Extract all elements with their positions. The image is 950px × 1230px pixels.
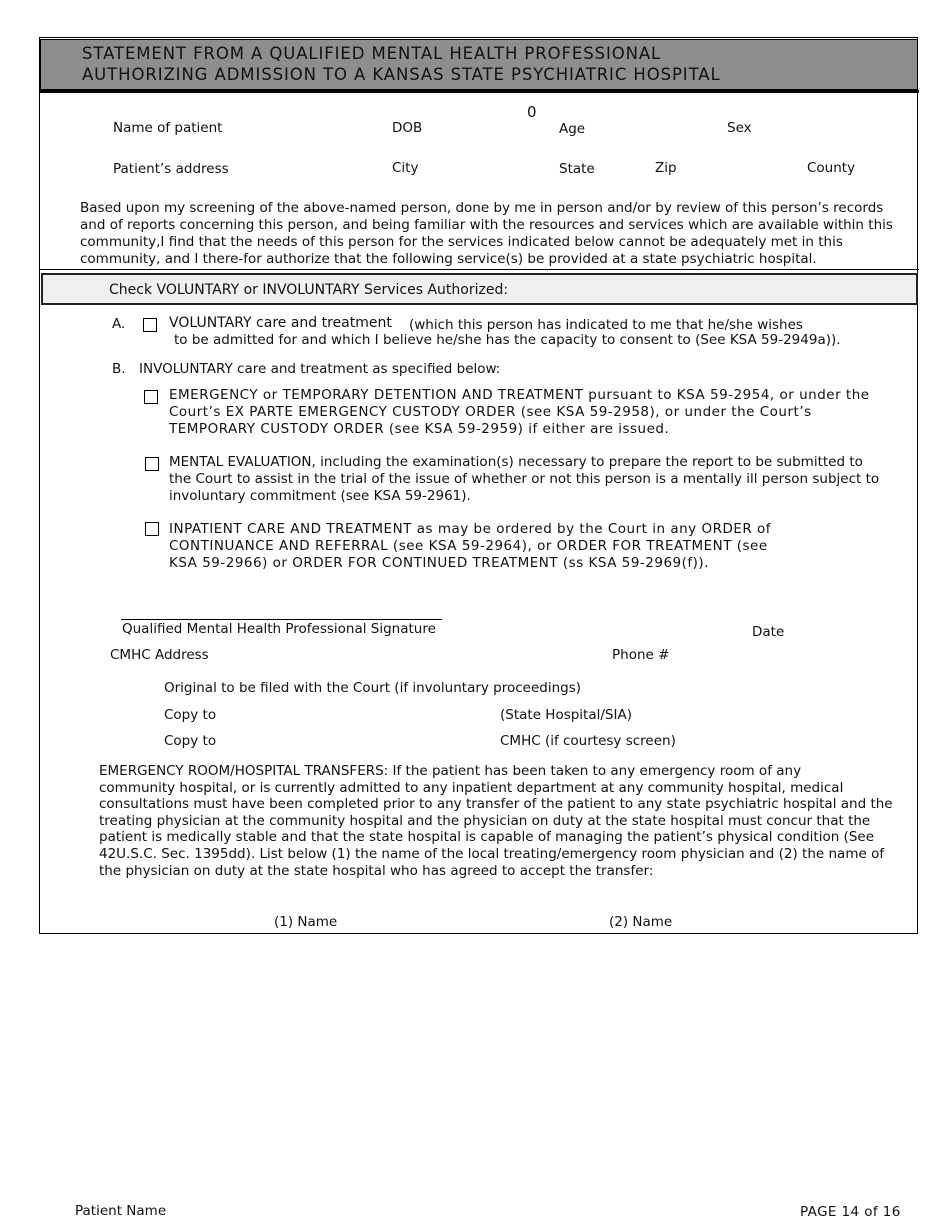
- copy-to-label: Copy to: [164, 707, 217, 723]
- cmhc-address-label: CMHC Address: [110, 647, 209, 663]
- city-label: City: [392, 160, 419, 176]
- option-line: involuntary commitment (see KSA 59-2961).: [169, 488, 471, 504]
- copy-to-cmhc: CMHC (if courtesy screen): [500, 733, 676, 749]
- transfers-line: 42U.S.C. Sec. 1395dd). List below (1) the name of the local treating/emergency room physician and (2) the name of: [99, 845, 885, 862]
- mental-evaluation-checkbox[interactable]: [145, 457, 159, 471]
- option-line: EMERGENCY or TEMPORARY DETENTION AND TREATMENT pursuant to KSA 59-2954, or under the: [169, 387, 870, 403]
- emergency-detention-checkbox[interactable]: [144, 390, 158, 404]
- copy-to-label: Copy to: [164, 733, 217, 749]
- date-label: Date: [752, 624, 785, 640]
- transfers-line: treating physician at the community hospital and the physician on duty at the state hospital must concur that the: [99, 812, 871, 829]
- section-divider: [40, 269, 919, 270]
- transfers-line: consultations must have been completed prior to any transfer of the patient to any state psychiatric hospital and the: [99, 796, 893, 813]
- transfers-statement: [99, 763, 893, 879]
- inpatient-care-text: [169, 521, 771, 572]
- accepting-physician-name-label: (2) Name: [609, 914, 673, 930]
- voluntary-label: VOLUNTARY care and treatment: [169, 315, 392, 331]
- patient-name-label: Name of patient: [113, 120, 223, 136]
- voluntary-checkbox[interactable]: [143, 318, 157, 332]
- header-divider: [40, 90, 919, 93]
- transfers-line: the physician on duty at the state hospital who has agreed to accept the transfer:: [99, 862, 654, 879]
- option-line: the Court to assist in the trial of the issue of whether or not this person is a mentally ill person subject to: [169, 471, 880, 487]
- option-line: MENTAL EVALUATION, including the examination(s) necessary to prepare the report to be submitted to: [169, 454, 863, 470]
- inpatient-care-checkbox[interactable]: [145, 522, 159, 536]
- form-title-line-1: STATEMENT FROM A QUALIFIED MENTAL HEALTH PROFESSIONAL: [82, 44, 662, 63]
- statement-line: Based upon my screening of the above-named person, done by me in person and/or by review of this person’s records: [80, 200, 884, 216]
- option-line: INPATIENT CARE AND TREATMENT as may be ordered by the Court in any ORDER of: [169, 521, 772, 537]
- statement-line: community,I find that the needs of this person for the services indicated below cannot be adequately met in this: [80, 234, 843, 250]
- age-value: 0: [527, 103, 537, 121]
- patient-address-label: Patient’s address: [113, 161, 229, 177]
- zip-label: Zip: [655, 160, 677, 176]
- original-filing-note: Original to be filed with the Court (if involuntary proceedings): [164, 680, 582, 696]
- sex-label: Sex: [727, 120, 752, 136]
- state-label: State: [559, 161, 595, 177]
- signature-line[interactable]: [121, 619, 442, 620]
- involuntary-letter: B.: [112, 361, 126, 377]
- dob-label: DOB: [392, 120, 423, 136]
- copy-to-state-hospital: (State Hospital/SIA): [500, 707, 632, 723]
- mental-evaluation-text: [169, 454, 879, 505]
- screening-statement: [80, 200, 893, 268]
- age-label: Age: [559, 121, 586, 137]
- involuntary-label: INVOLUNTARY care and treatment as specified below:: [139, 361, 501, 377]
- statement-line: community, and I there-for authorize that the following service(s) be provided at a state psychiatric hospital.: [80, 251, 817, 267]
- treating-physician-name-label: (1) Name: [274, 914, 338, 930]
- page-number: PAGE 14 of 16: [800, 1204, 901, 1220]
- voluntary-letter: A.: [112, 316, 126, 332]
- statement-line: and of reports concerning this person, and being familiar with the resources and services which are available within this: [80, 217, 893, 233]
- transfers-line: community hospital, or is currently admitted to any inpatient department at any community hospital, medical: [99, 779, 844, 796]
- signature-label: Qualified Mental Health Professional Signature: [122, 621, 436, 637]
- phone-label: Phone #: [612, 647, 670, 663]
- voluntary-detail-line-2: to be admitted for and which I believe he/she has the capacity to consent to (See KSA 59-2949a)).: [174, 332, 841, 348]
- emergency-detention-text: [169, 387, 870, 438]
- option-line: Court’s EX PARTE EMERGENCY CUSTODY ORDER (see KSA 59-2958), or under the Court’s: [169, 404, 812, 420]
- footer-patient-name-label: Patient Name: [75, 1203, 167, 1219]
- transfers-line: patient is medically stable and that the state hospital is capable of managing the patient’s physical condition (See: [99, 829, 875, 846]
- option-line: TEMPORARY CUSTODY ORDER (see KSA 59-2959) if either are issued.: [169, 421, 670, 437]
- services-heading: Check VOLUNTARY or INVOLUNTARY Services Authorized:: [109, 282, 509, 298]
- form-title-line-2: AUTHORIZING ADMISSION TO A KANSAS STATE PSYCHIATRIC HOSPITAL: [82, 65, 721, 84]
- voluntary-detail-line-1: (which this person has indicated to me that he/she wishes: [409, 317, 803, 333]
- county-label: County: [807, 160, 856, 176]
- option-line: KSA 59-2966) or ORDER FOR CONTINUED TREATMENT (ss KSA 59-2969(f)).: [169, 555, 709, 571]
- transfers-line: EMERGENCY ROOM/HOSPITAL TRANSFERS: If the patient has been taken to any emergency room of any: [99, 763, 802, 779]
- option-line: CONTINUANCE AND REFERRAL (see KSA 59-2964), or ORDER FOR TREATMENT (see: [169, 538, 768, 554]
